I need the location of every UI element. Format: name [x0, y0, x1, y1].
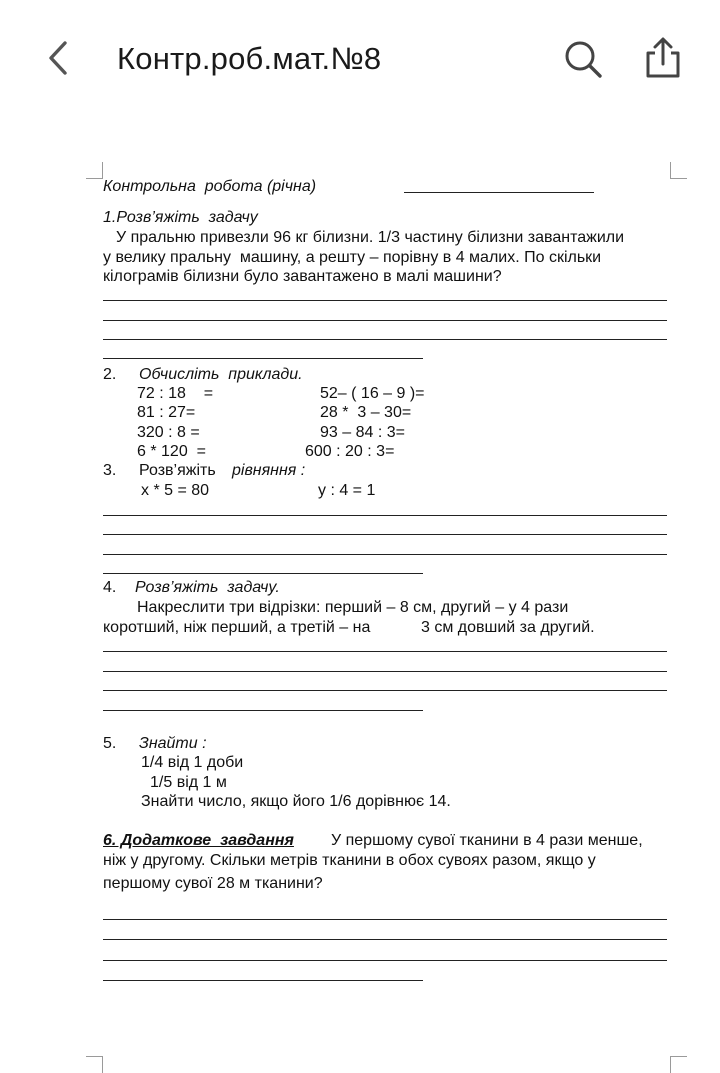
answer-line	[103, 651, 667, 652]
answer-line	[103, 300, 667, 301]
answer-line	[103, 554, 667, 555]
answer-line	[103, 358, 423, 359]
answer-line	[103, 710, 423, 711]
task4-text-line: коротший, ніж перший, а третій – на	[103, 619, 371, 636]
task2-example: 72 : 18 =	[137, 385, 214, 402]
task3-heading: рівняння :	[232, 462, 306, 479]
task2-example: 28 * 3 – 30=	[320, 404, 412, 421]
task6-text-line: ніж у другому. Скільки метрів тканини в обох сувоях разом, якщо у	[103, 852, 596, 869]
task1-heading: 1.Розв’яжіть задачу	[103, 209, 258, 226]
task1-text-line: У пральню привезли 96 кг білизни. 1/3 частину білизни завантажили	[116, 229, 625, 246]
task5-item: 1/5 від 1 м	[150, 774, 227, 791]
task4-text-line: 3 см довший за другий.	[421, 619, 595, 636]
task2-example: 93 – 84 : 3=	[320, 424, 405, 441]
task5-heading: Знайти :	[139, 735, 207, 752]
task5-item: 1/4 від 1 доби	[141, 754, 244, 771]
document-title: Контр.роб.мат.№8	[117, 41, 382, 76]
document-header: Контрольна робота (річна)	[103, 178, 317, 195]
task6-text-line: першому сувої 28 м тканини?	[103, 875, 323, 892]
answer-line	[103, 939, 667, 940]
answer-line	[103, 320, 667, 321]
answer-line	[103, 919, 667, 920]
task3-equation: x * 5 = 80	[141, 482, 210, 499]
task1-text-line: у велику пральну машину, а решту – порівну в 4 малих. По скільки	[103, 249, 602, 266]
task1-text-line: кілограмів білизни було завантажено в малі машини?	[103, 268, 502, 285]
task2-example: 6 * 120 =	[137, 443, 206, 460]
task2-example: 81 : 27=	[137, 404, 196, 421]
task5-item: Знайти число, якщо його 1/6 дорівнює 14.	[141, 793, 451, 810]
answer-line	[103, 960, 667, 961]
answer-line	[103, 339, 667, 340]
task2-example: 600 : 20 : 3=	[305, 443, 395, 460]
answer-line	[103, 515, 667, 516]
task4-heading: Розв’яжіть задачу.	[135, 579, 280, 596]
task6-heading: 6. Додаткове завдання	[103, 832, 294, 849]
task3-number: 3.	[103, 462, 117, 479]
task6-text-line: У першому сувої тканини в 4 рази менше,	[331, 832, 643, 849]
task2-example: 52– ( 16 – 9 )=	[320, 385, 425, 402]
task2-example: 320 : 8 =	[137, 424, 200, 441]
answer-line	[103, 671, 667, 672]
answer-line	[103, 980, 423, 981]
task2-heading: Обчисліть приклади.	[139, 366, 303, 383]
answer-line	[103, 573, 423, 574]
task2-number: 2.	[103, 366, 117, 383]
name-blank-line	[404, 192, 594, 193]
task3-label: Розв’яжіть	[139, 462, 216, 479]
answer-line	[103, 690, 667, 691]
task3-equation: y : 4 = 1	[318, 482, 376, 499]
task5-number: 5.	[103, 735, 117, 752]
task4-text-line: Накреслити три відрізки: перший – 8 см, другий – у 4 рази	[137, 599, 569, 616]
task4-number: 4.	[103, 579, 117, 596]
answer-line	[103, 534, 667, 535]
